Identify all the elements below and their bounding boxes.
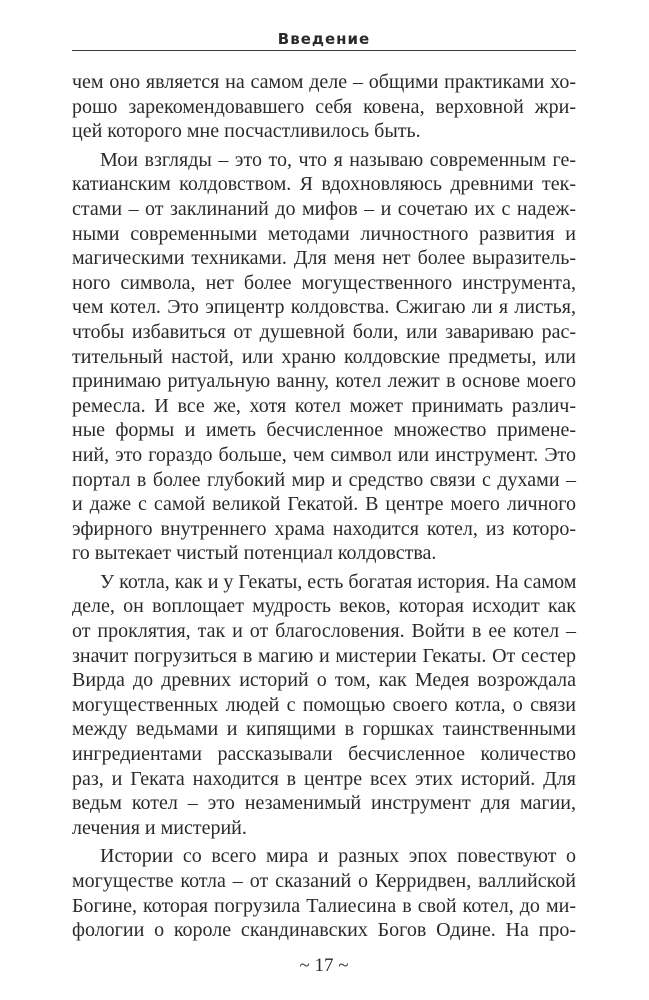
text-line: ведьм котел – это незаменимый инструмент для магии,	[72, 792, 576, 815]
text-line: значит погрузиться в магию и мистерии Гекаты. От сестер	[72, 644, 576, 667]
text-line: Истории со всего мира и разных эпох повествуют о	[100, 845, 576, 868]
text-line: чем котел. Это эпицентр колдовства. Сжигаю ли я листья,	[72, 296, 576, 319]
text-line: Вирда до древних историй о том, как Медея возрождала	[72, 669, 576, 692]
text-line: и даже с самой великой Гекатой. В центре моего личного	[72, 493, 576, 516]
text-line: магическими техниками. Для меня нет более выразитель-	[72, 247, 576, 270]
text-line: могуществе котла – от сказаний о Керридвен, валлийской	[72, 870, 576, 892]
text-line: У котла, как и у Гекаты, есть богатая история. На самом	[100, 570, 577, 593]
header-divider	[72, 50, 576, 51]
text-line: рошо зарекомендовавшего себя ковена, верховной жри-	[72, 95, 576, 118]
running-header: Введение	[277, 30, 371, 48]
text-line: от проклятия, так и от благословения. Войти в ее котел –	[72, 620, 576, 643]
text-line: портал в более глубокий мир и средство связи с духами –	[72, 468, 576, 491]
text-line: стами – от заклинаний до мифов – и сочетаю их с надеж-	[72, 197, 576, 220]
text-line: го вытекает чистый потенциал колдовства.	[72, 542, 437, 565]
text-line: катианским колдовством. Я вдохновляюсь древними тек-	[72, 173, 576, 196]
text-line: между ведьмами и кипящими в горшках таинственными	[72, 718, 576, 741]
text-line: эфирного внутреннего храма находится котел, из которо-	[72, 517, 576, 540]
text-line: ний, это гораздо больше, чем символ или инструмент. Это	[72, 443, 576, 466]
text-line: деле, он воплощает мудрость веков, которая исходит как	[72, 595, 576, 618]
paragraph-2	[72, 148, 576, 566]
body-text	[72, 70, 576, 947]
text-line: ными современными методами личностного развития и	[72, 222, 576, 245]
text-line: цей которого мне посчастливилось быть.	[72, 120, 421, 143]
page-number: ~ 17 ~	[299, 955, 349, 976]
paragraph-4	[72, 844, 576, 942]
text-line: раз, и Геката находится в центре всех этих историй. Для	[72, 767, 576, 790]
text-line: ные формы и иметь бесчисленное множество примене-	[72, 419, 576, 442]
text-line: чтобы избавиться от душевной боли, или завариваю рас-	[72, 320, 576, 343]
text-line: тительный настой, или храню колдовские предметы, или	[72, 345, 576, 368]
text-line: ингредиентами рассказывали бесчисленное количество	[72, 743, 576, 766]
text-line: Мои взгляды – это то, что я называю современным ге-	[100, 148, 576, 171]
paragraph-3	[72, 570, 576, 841]
text-line: лечения и мистерий.	[72, 816, 247, 839]
text-line: чем оно является на самом деле – общими практиками хо-	[72, 71, 576, 93]
paragraph-1	[72, 70, 576, 144]
text-line: ремесла. И все же, хотя котел может принимать различ-	[72, 394, 576, 417]
text-line: ного символа, нет более могущественного инструмента,	[72, 271, 576, 294]
text-line: фологии о короле скандинавских Богов Одине. На про-	[72, 919, 576, 942]
text-line: могущественных людей с помощью своего котла, о связи	[72, 693, 576, 716]
text-line: Богине, которая погрузила Талиесина в свой котел, до ми-	[72, 894, 576, 917]
text-line: принимаю ритуальную ванну, котел лежит в основе моего	[72, 370, 576, 393]
